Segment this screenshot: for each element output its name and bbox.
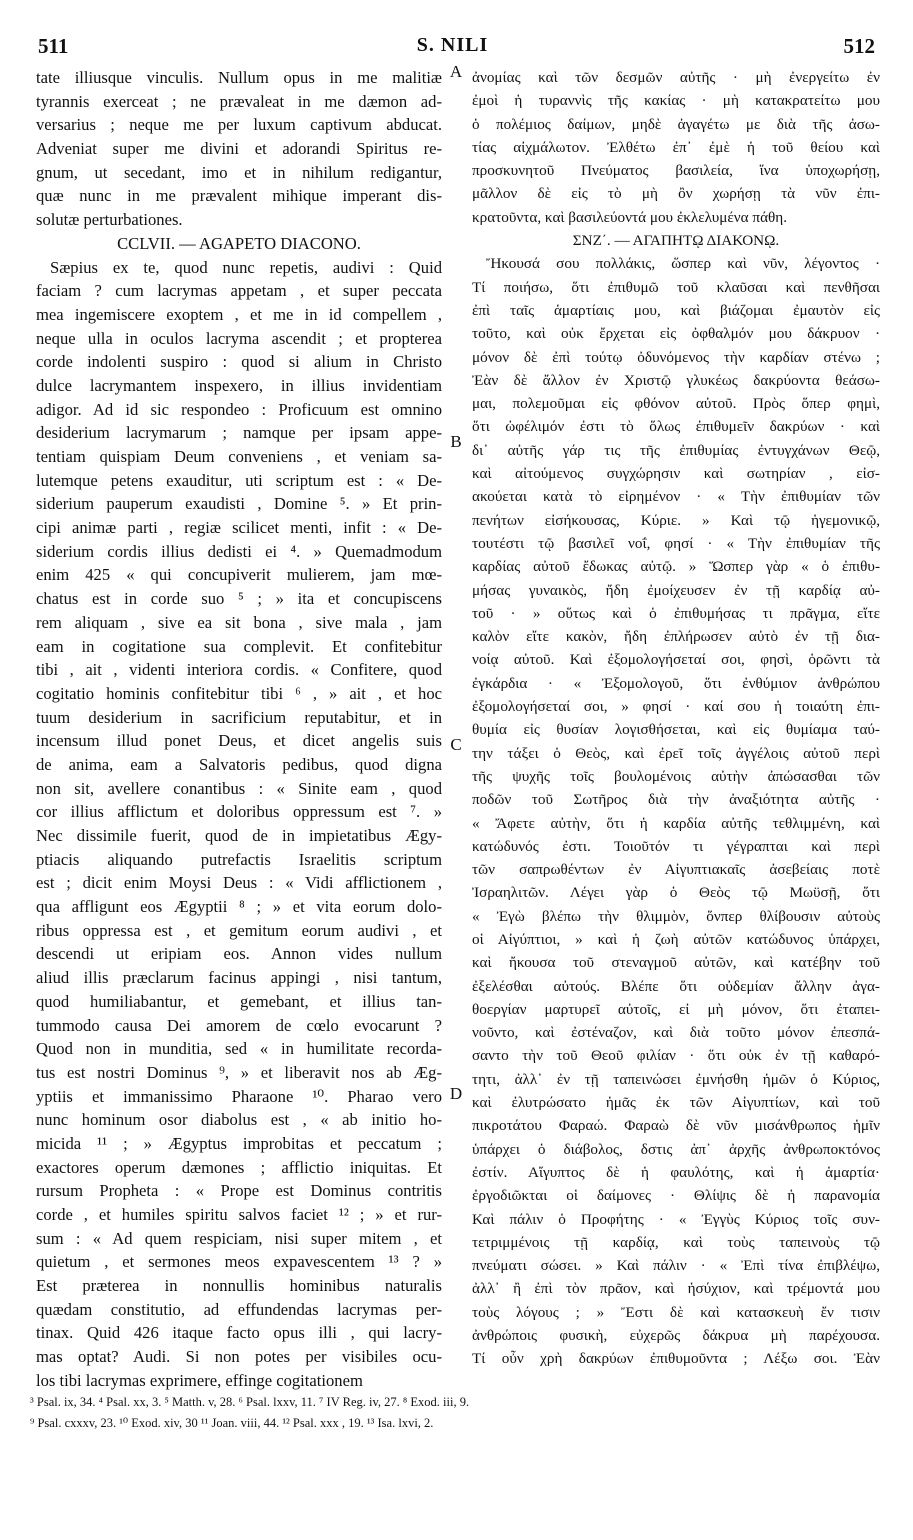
latin-line: yptiis et immanissimo Pharaone ¹⁰. Pharao vero	[36, 1086, 442, 1106]
greek-line: νοίᾳ αὐτοῦ. Καὶ ἐξομολογήσεταί σοι, φησὶ, ὁρῶντι τὰ	[472, 651, 880, 669]
greek-line: τοὺς λόγους ; » Ἔστι δὲ καὶ κατασκευὴ ἔν τισιν	[472, 1303, 880, 1321]
latin-line: nunc hominum osor diabolus est , « ab initio ho-	[36, 1110, 442, 1130]
greek-line: μᾶλλον δὲ εἰς τὸ μὴ ὂν χωρήσῃ τὰ νῦν ἐπι-	[472, 185, 880, 203]
latin-line: micida ¹¹ ; » Ægyptus improbitas et peccatum ;	[36, 1133, 442, 1153]
latin-line: tyrannis exerceat ; ne prævaleat in me dæmon ad-	[36, 91, 442, 111]
latin-line: Quod non in munditia, sed « in humilitate recorda-	[36, 1039, 442, 1059]
greek-line: θοεργίαν μαρτυρεῖ αὐτοῖς, εἰ μὴ μόνον, ὅτι ἐταπει-	[472, 1000, 880, 1018]
margin-marker-c: C	[450, 735, 462, 754]
greek-line: δι᾽ αὐτῆς γάρ τις τῆς ἐπιθυμίας ἐντυγχάνων Θεῷ,	[472, 441, 880, 459]
latin-line: los tibi lacrymas exprimere, effinge cogitationem	[36, 1370, 363, 1390]
greek-line: καὶ ἤκουσα τοῦ στεναγμοῦ αὐτῶν, καὶ κατέβην τοῦ	[472, 954, 880, 972]
greek-line: ἀνομίας καὶ τῶν δεσμῶν αὐτῆς · μὴ ἐνεργείτω ἐν	[472, 69, 880, 86]
latin-column	[36, 66, 442, 1393]
latin-line: tentiam quispiam Deum conveniens , et veniam sa-	[36, 447, 442, 466]
latin-line: solutæ perturbationes.	[36, 210, 183, 230]
greek-line: τῆς ψυχῆς τοῖς βουλομένοις αὐτὴν ἀπώσασθαι τῶν	[472, 767, 880, 785]
latin-line: rursum Propheta : « Prope est Dominus contritis	[36, 1181, 442, 1201]
page-number-right: 512	[843, 34, 875, 58]
greek-line: ΣΝΖ΄. — ΑΓΑΠΗΤῼ ΔΙΑΚΟΝῼ.	[572, 232, 780, 250]
greek-line: ἐπὶ ταῖς ἁμαρτίαις μου, καὶ βιάζομαι ἐμαυτὸν εἰς	[472, 301, 880, 319]
latin-line: quod humiliabantur, et gemebant, et illius tan-	[36, 991, 442, 1011]
latin-line: enim 425 « qui concupiverit mulierem, jam mœ-	[36, 565, 442, 585]
latin-line: eam in cogitatione sua complevit. Et confitebitur	[36, 636, 442, 656]
latin-line: Nec dissimile fuerit, quod de in impietatibus Ægy-	[36, 826, 442, 845]
margin-marker-b: B	[450, 432, 462, 451]
greek-line: Τί οὖν χρὴ δακρύων ἐπιθυμοῦντα ; Λέξω σοι. Ἐὰν	[472, 1350, 880, 1368]
greek-line: ἐξελέσθαι αὐτούς. Βλέπε ὅτι οὐδεμίαν ἄλλην ἀγα-	[472, 977, 880, 995]
greek-line: τῶν σαπρωθέντων ἐν Αἰγυπτιακαῖς ἀσεβείαις ποτὲ	[472, 861, 880, 879]
latin-line: Adveniat super me divini et adorandi Spiritus re-	[36, 139, 442, 159]
margin-marker-a: A	[449, 62, 463, 81]
greek-line: κρατοῦντα, καὶ βασιλεύοντά μου ἐκλελυμένα πάθη.	[472, 208, 788, 226]
latin-line: siderium cordis illius dedisti ei ⁴. » Quemadmodum	[36, 541, 442, 561]
greek-line: Ἐὰν δὲ ἄλλον ἐν Χριστῷ γλυκέως δακρύοντα θεάσω-	[472, 371, 880, 389]
greek-line: τητι, ἀλλ᾽ ἐν τῇ ταπεινώσει ἐμνήσθη ἡμῶν ὁ Κύριος,	[472, 1070, 880, 1088]
greek-line: μαι, πολεμοῦμαι εἰς φθόνον αὐτοῦ. Πρὸς ὅπερ φημὶ,	[472, 395, 880, 413]
greek-line: τοῦτο, καὶ οὐκ ἔρχεται εἰς ὀφθαλμόν μου δάκρυον ·	[472, 325, 880, 343]
greek-line: μόνον δὲ ἐπὶ τούτῳ ὀδυνόμενος τὴν καρδίαν στένω ;	[472, 348, 880, 366]
greek-line: τοῦ · » οὕτως καὶ ὁ ἐπιθυμήσας τι πρᾶγμα, εἴτε	[472, 604, 880, 622]
greek-line: σαντο τὴν τοῦ Θεοῦ φιλίαν · ὅτι οὐκ ἐν τῇ καθαρό-	[472, 1047, 880, 1065]
greek-line: θυμία εἰς θυσίαν λογισθήσεται, καὶ εἰς θυμίαμα ταύ-	[472, 721, 880, 739]
greek-column	[472, 66, 880, 1371]
footnote-line: ³ Psal. ix, 34. ⁴ Psal. xx, 3. ⁵ Matth. v, 28. ⁶ Psal. lxxv, 11. ⁷ IV Reg. iv, 27. ⁸ Exod. iii, 9.	[30, 1395, 470, 1409]
latin-line: adigor. Ad id sic respondeo : Proficuum est omnino	[36, 399, 442, 419]
latin-line: CCLVII. — AGAPETO DIACONO.	[117, 233, 361, 253]
latin-line: tuum desiderium in sacrificium reputabitur, et in	[36, 707, 442, 727]
greek-line: « Ἄφετε αὐτὴν, ὅτι ἡ καρδία αὐτῆς τεθλιμμένη, καὶ	[472, 814, 880, 832]
latin-line: qua affligunt eos Ægyptii ⁸ ; » et vita eorum dolo-	[36, 897, 442, 917]
greek-line: καρδίας αὐτοῦ ἔδωκας αὐτῷ. » Ὥσπερ γὰρ « ὁ ἐπιθυ-	[472, 558, 880, 576]
greek-line: καλὸν εἴτε κακὸν, ἤδη ἐπλήρωσεν αὐτὸ ἐν τῇ δια-	[472, 628, 880, 646]
greek-line: προσκυνητοῦ Πνεύματος βασιλεία, ἵνα ὑποχωρήσῃ,	[472, 162, 880, 180]
greek-line: ὑπάρχει ὁ διάβολος, δστις ἀπ᾽ ἀρχῆς ἀνθρωποκτόνος	[472, 1140, 880, 1158]
latin-line: est ; dicit enim Moysi Deus : « Vidi afflictionem ,	[36, 873, 442, 893]
latin-line: tibi , ait , videnti interiora cordis. « Confitere, quod	[36, 660, 442, 680]
greek-line: καὶ αἰτούμενος συγχώρησιν καὶ σωτηρίαν , εἰσ-	[472, 465, 880, 483]
page-header	[30, 34, 875, 64]
greek-line: Ἤκουσά σου πολλάκις, ὥσπερ καὶ νῦν, λέγοντος ·	[486, 255, 880, 273]
greek-line: πενήτων εἰσήκουσας, Κύριε. » Καὶ τῷ ἡγεμονικῷ,	[472, 511, 880, 529]
latin-line: de anima, eam a Salvatoris pedibus, quod digna	[36, 754, 442, 774]
latin-line: Est præterea in nonnullis hominibus naturalis	[36, 1276, 442, 1296]
greek-line: ὅτι ὠφέλιμόν ἐστι τὸ ὅλως ἐπιθυμεῖν δακρύων · καὶ	[472, 418, 880, 436]
latin-line: faciam ? cum lacrymas appetam , et super peccata	[36, 281, 442, 301]
latin-line: tus est nostri Dominus ⁹, » et liberavit nos ab Æg-	[36, 1062, 442, 1082]
greek-line: καὶ ἐλυτρώσατο ἡμᾶς ἐκ τῶν Αἰγυπτίων, καὶ τοῦ	[472, 1094, 880, 1112]
greek-line: ἐστίν. Αἴγυπτος δὲ ἡ φαυλότης, καὶ ἡ ἁμαρτία·	[472, 1163, 880, 1181]
latin-line: tummodo causa Dei amorem de cœlo evocarunt ?	[36, 1015, 442, 1035]
greek-line: τίας αἰχμάλωτον. Ἐλθέτω ἐπ᾽ ἐμὲ ἡ τοῦ θείου καὶ	[472, 138, 880, 156]
latin-line: neque ulla in oculos lacryma ascendit ; et propterea	[36, 328, 442, 348]
greek-line: νοῦντο, καὶ ἐστέναζον, καὶ διὰ τοῦτο μόνον ἐπεσπά-	[472, 1024, 880, 1042]
greek-line: « Ἐγὼ βλέπω τὴν θλιμμὸν, ὅνπερ θλίβουσιν αὐτοὺς	[472, 907, 880, 925]
greek-line: Τί ποιήσω, ὅτι ἐπιθυμῶ τοῦ κλαῦσαι καὶ πενθῆσαι	[472, 278, 880, 296]
latin-line: non sit, avellere conantibus : « Sinite eam , quod	[36, 778, 442, 798]
page-number-left: 511	[38, 34, 69, 58]
latin-line: mas optat? Audi. Si non potes per visibiles ocu-	[36, 1347, 442, 1367]
latin-line: ptiacis aliquando putrefactis Israelitis scriptum	[36, 849, 442, 869]
latin-line: cogitatio hominis confitebitur tibi ⁶ , » ait , et hoc	[36, 683, 442, 703]
greek-line: τετριμμένοις τῇ καρδίᾳ, καὶ τοὺς ταπεινοὺς τῷ	[472, 1233, 880, 1251]
latin-line: tate illiusque vinculis. Nullum opus in me malitiæ	[36, 68, 442, 87]
latin-line: rem aliquam , sive ea sit bona , sive mala , jam	[36, 612, 442, 632]
running-title: S. NILI	[416, 34, 489, 56]
latin-line: corde , et humiles spiritu salvos faciet ¹² ; » et rur-	[36, 1205, 442, 1224]
latin-line: incensum illud ponet Deus, et dicet angelis suis	[36, 731, 442, 751]
latin-line: cipi animæ parti , regiæ scilicet menti, infit : « De-	[36, 518, 442, 538]
greek-line: την τάξει ὁ Θεὸς, καὶ ἐρεῖ τοῖς ἀγγέλοις αὐτοῦ περὶ	[472, 744, 880, 762]
footnote-line: ⁹ Psal. cxxxv, 23. ¹⁰ Exod. xiv, 30 ¹¹ Joan. viii, 44. ¹² Psal. xxx , 19. ¹³ Isa. lxvi, 2.	[30, 1416, 434, 1430]
greek-line: μήσας γυναικὸς, ἤδη ἐμοίχευσεν ἐν τῇ καρδίᾳ αὐ-	[472, 581, 880, 599]
latin-line: desiderium lacrymarum ; namque per ipsam appe-	[36, 423, 442, 443]
greek-line: οἱ Αἰγύπτιοι, » καὶ ἡ ζωὴ αὐτῶν κατώδυνος ὑπάρχει,	[472, 930, 880, 948]
latin-line: Sæpius ex te, quod nunc repetis, audivi : Quid	[50, 257, 442, 277]
latin-line: sum : « Ad quem respiciam, nisi super mitem , et	[36, 1228, 442, 1248]
margin-marker-d: D	[449, 1084, 463, 1103]
latin-line: mea ingemiscere exoptem , et me in id compellem ,	[36, 304, 442, 324]
latin-line: gnum, ut secedant, imo et in nihilum redigantur,	[36, 162, 442, 182]
latin-line: exactores operum dæmones ; afflictio iniquitas. Et	[36, 1157, 442, 1177]
latin-line: tinax. Quid 426 itaque facto opus illi , qui lacry-	[36, 1323, 442, 1343]
greek-line: ακούεται κατὰ τὸ εἰρημένον · « Τὴν ἐπιθυμίαν τῶν	[472, 488, 880, 506]
latin-line: chatus est in corde suo ⁵ ; » ita et concupiscens	[36, 589, 442, 609]
latin-line: corde indolenti suspiro : quod si alium in Christo	[36, 352, 442, 372]
latin-line: aliud illis præclarum facinus appingi , nisi tantum,	[36, 968, 442, 988]
greek-line: πικροτάτου Φαραώ. Φαραὼ δὲ νῦν μισάνθρωπος ἡμῖν	[472, 1117, 880, 1135]
greek-line: ἐγκάρδια · « Ἐξομολογοῦ, ὅτι ἐνθύμιον ἀνθρώπου	[472, 674, 880, 692]
greek-line: ἀλλ᾽ ἢ ἐπὶ τὸν πρᾶον, καὶ ἡσύχιον, καὶ τρέμοντά μου	[472, 1280, 880, 1298]
latin-line: quietum , et sermones meos expavescentem ¹³ ? »	[36, 1252, 442, 1272]
greek-line: Ἰσραηλιτῶν. Λέγει γὰρ ὁ Θεὸς τῷ Μωϋσῇ, ὅτι	[472, 884, 880, 902]
latin-line: dulce lacrymantem inspexero, in illius invidentiam	[36, 375, 442, 395]
greek-line: Καὶ πάλιν ὁ Προφήτης · « Ἐγγὺς Κύριος τοῖς συν-	[472, 1210, 880, 1228]
latin-line: siderium pauperum exaudisti , Domine ⁵. » Et prin-	[36, 494, 442, 514]
greek-line: κατώδυνός ἐστι. Τοιοῦτόν τι γέγραπται καὶ περὶ	[472, 837, 880, 855]
latin-line: lutemque petens exauditur, uti scriptum est : « De-	[36, 470, 442, 490]
greek-line: ἐμοὶ ἡ τυραννὶς τῆς κακίας · μὴ κατακρατείτω μου	[472, 92, 880, 110]
greek-line: τουτέστι τῷ βασιλεῖ νοΐ, φησί · « Τὴν ἐπιθυμίαν τῆς	[472, 534, 880, 552]
greek-line: ποδῶν τοῦ Σωτῆρος διὰ τὴν ἀναξιότητα αὐτῆς ·	[472, 791, 880, 809]
greek-line: πνεύματι σώσει. » Καὶ πάλιν · « Ἐπὶ τίνα ἐπιβλέψω,	[472, 1257, 880, 1275]
latin-line: versarius ; neque me per luxum captivum abducat.	[36, 115, 442, 135]
latin-line: ribus oppressa est , et gemitum eorum audivi , et	[36, 920, 442, 940]
greek-line: ὁ πολέμιος δαίμων, μηδὲ ἀγαγέτω με διὰ τῆς ἀσω-	[472, 115, 880, 133]
footnotes	[30, 1392, 890, 1434]
latin-line: quæ nunc in me prævalent mihique imperant dis-	[36, 186, 442, 206]
greek-line: ἐξομολογήσεταί σοι, » φησί · καί σου ἡ τοιαύτη ἐπι-	[472, 698, 880, 716]
greek-line: ἐργοδιῶκται οἱ δαίμονες · Θλίψις δὲ ἡ παρανομία	[472, 1187, 880, 1205]
greek-line: ἀνθρώποις φυσικὴ, εὐχερῶς δάκρυα μὴ παρέχουσα.	[472, 1327, 880, 1345]
latin-line: quædam constitutio, ad effundendas lacrymas per-	[36, 1299, 442, 1319]
latin-line: descendi ut eripiam eos. Annon vides nullum	[36, 944, 442, 964]
latin-line: cor illius afflictum et doloribus oppressum est ⁷. »	[36, 802, 442, 822]
